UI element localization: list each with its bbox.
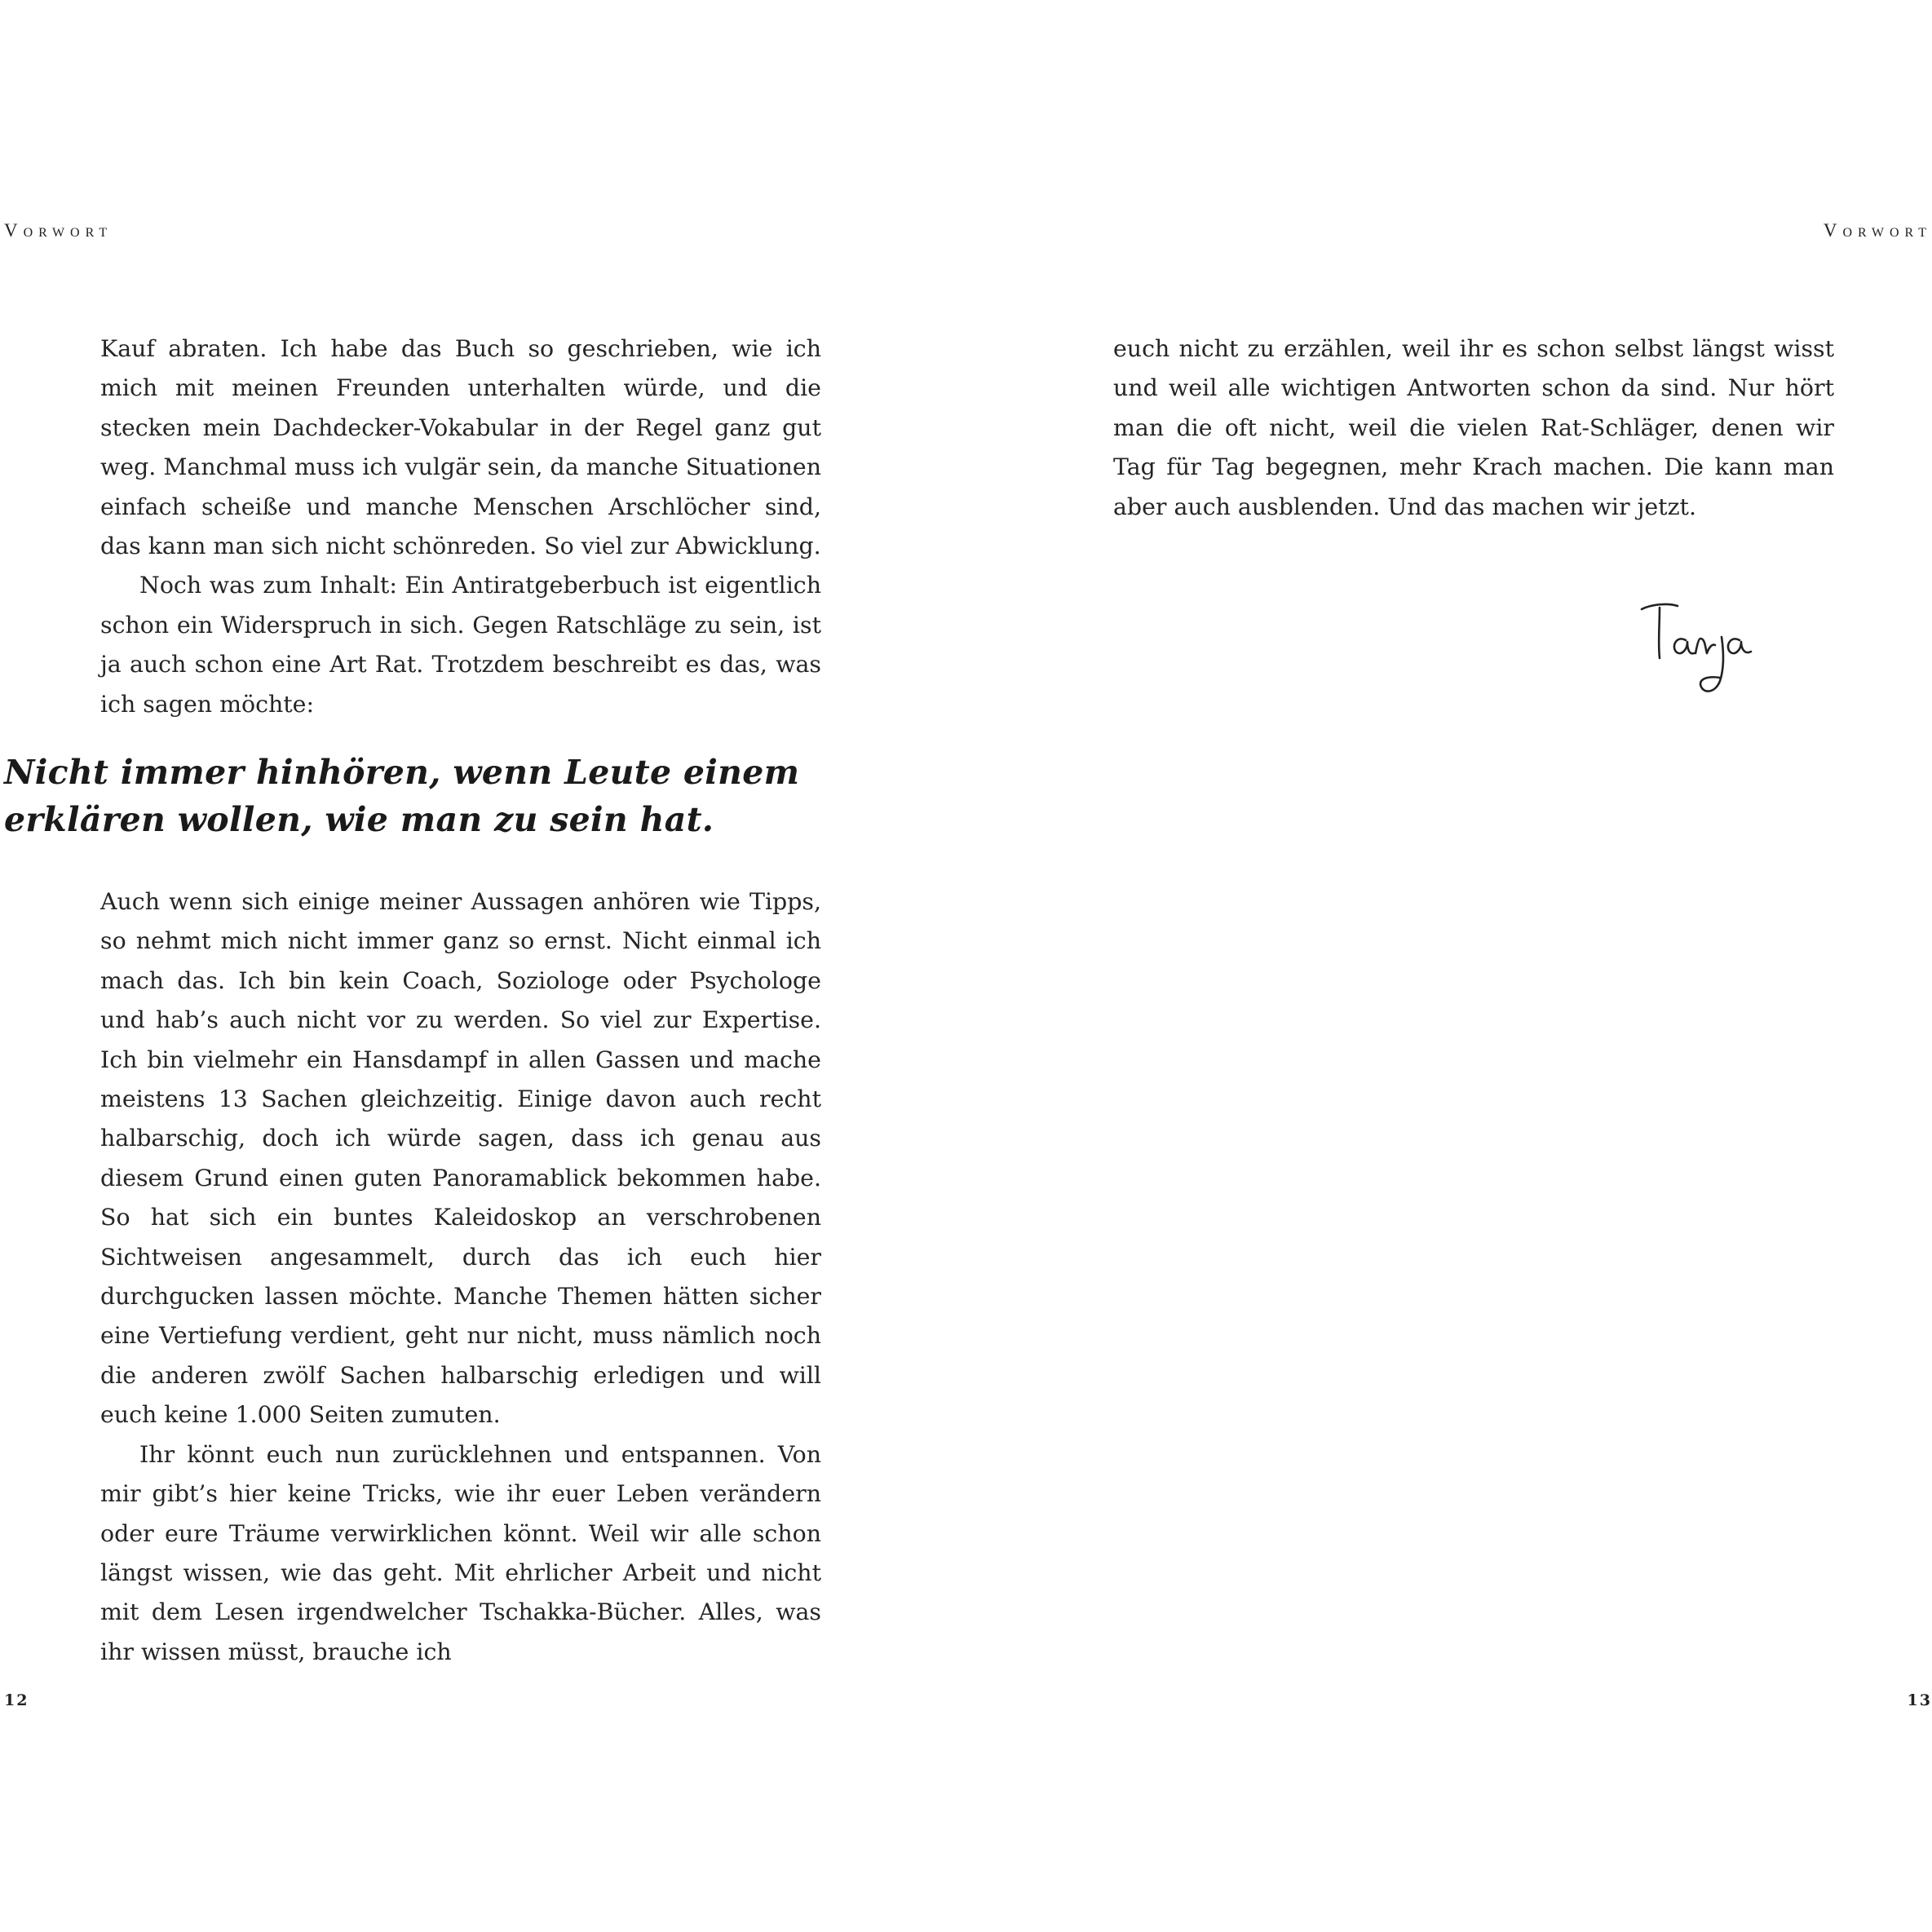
right-page [966,0,1932,1932]
page-number-left: 12 [4,1691,29,1709]
running-head-left: Vorwort [4,220,113,241]
left-text-block-top [100,329,821,724]
running-head-right: Vorwort [1823,220,1932,241]
paragraph: Noch was zum Inhalt: Ein Antiratgeberbuch ist eigentlich schon ein Widerspruch in sich. Gegen Ratschläge zu sein, ist ja auch schon eine Art Rat. Trotzdem beschreibt es das, was ich sagen möchte: [100,572,821,718]
paragraph: Kauf abraten. Ich habe das Buch so geschrieben, wie ich mich mit meinen Freunden unterhalten würde, und die stecken mein Dachdecker-Vokabular in der Regel ganz gut weg. Manchmal muss ich vulgär sein, da manche Situationen einfach scheiße und manche Menschen Arschlöcher sind, das kann man sich nicht schönreden. So viel zur Abwicklung. [100,335,821,560]
right-text-block [1113,329,1834,527]
paragraph: Auch wenn sich einige meiner Aussagen anhören wie Tipps, so nehmt mich nicht immer ganz so ernst. Nicht einmal ich mach das. Ich bin kein Coach, Soziologe oder Psychologe und hab’s auch nicht vor zu werden. So viel zur Expertise. Ich bin vielmehr ein Hansdampf in allen Gassen und mache meistens 13 Sachen gleichzeitig. Einige davon auch recht halbarschig, doch ich würde sagen, dass ich genau aus diesem Grund einen guten Panoramablick bekommen habe. So hat sich ein buntes Kaleidoskop an verschrobenen Sichtweisen angesammelt, durch das ich euch hier durchgucken lassen möchte. Manche Themen hätten sicher eine Vertiefung verdient, geht nur nicht, muss nämlich noch die anderen zwölf Sachen halbarschig erledigen und will euch keine 1.000 Seiten zumuten. [100,888,821,1429]
pull-quote: Nicht immer hinhören, wenn Leute einem erklären wollen, wie man zu sein hat. [4,753,800,839]
paragraph: euch nicht zu erzählen, weil ihr es schon selbst längst wisst und weil alle wichtigen Antworten schon da sind. Nur hört man die oft nicht, weil die vielen Rat-Schläger, denen wir Tag für Tag begegnen, mehr Krach machen. Die kann man aber auch ausblenden. Und das machen wir jetzt. [1113,335,1834,520]
left-text-block-bottom [100,882,821,1672]
page-number-right: 13 [1907,1691,1932,1709]
handwritten-signature [1635,599,1782,714]
paragraph: Ihr könnt euch nun zurücklehnen und entspannen. Von mir gibt’s hier keine Tricks, wie ihr euer Leben verändern oder eure Träume verwirklichen könnt. Weil wir alle schon längst wissen, wie das geht. Mit ehrlicher Arbeit und nicht mit dem Lesen irgendwelcher Tschakka-Bücher. Alles, was ihr wissen müsst, brauche ich [100,1440,821,1665]
